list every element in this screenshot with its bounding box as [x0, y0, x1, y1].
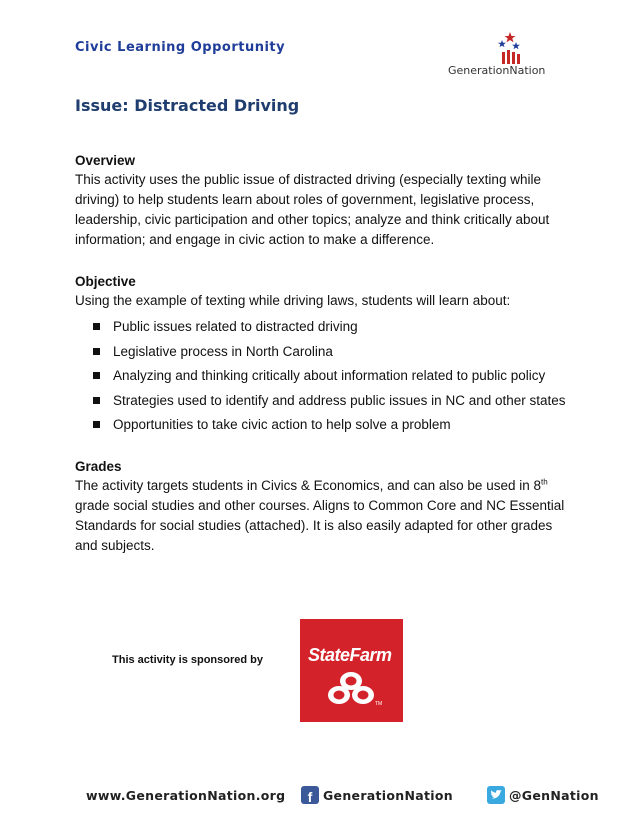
footer-website[interactable] [86, 782, 285, 808]
issue-title: Issue: Distracted Driving [75, 96, 300, 115]
sponsor-text: This activity is sponsored by [112, 654, 263, 666]
list-item [75, 413, 575, 438]
ordinal-suffix: th [540, 477, 548, 487]
grades-line [75, 476, 575, 496]
grades-heading: Grades [75, 459, 122, 474]
objective-list [75, 315, 575, 438]
grades-line: and subjects. [75, 538, 155, 553]
list-item-text: Legislative process in North Carolina [113, 343, 333, 359]
list-item-text: Analyzing and thinking critically about information related to public policy [113, 368, 546, 383]
list-item-text: Strategies used to identify and address public issues in NC and other states [113, 392, 566, 408]
list-item [75, 389, 575, 414]
objective-intro: Using the example of texting while driving laws, students will learn about: [75, 293, 511, 308]
facebook-link[interactable]: GenerationNation [323, 787, 453, 803]
square-bullet-icon [93, 397, 100, 404]
grades-line-text: The activity targets students in Civics & Economics, and can also be used in 8 [75, 478, 541, 493]
twitter-link[interactable]: @GenNation [509, 787, 599, 803]
website-link[interactable]: www.GenerationNation.org [86, 787, 286, 803]
list-item [75, 340, 575, 365]
grades-line: grade social studies and other courses. Aligns to Common Core and NC Essential [75, 498, 565, 513]
statefarm-logo [300, 619, 403, 722]
overview-line: leadership, civic participation and other topics; analyze and think critically about [75, 212, 550, 227]
three-ovals-icon [327, 671, 383, 707]
grades-section [75, 458, 575, 556]
generationnation-logo [444, 30, 554, 80]
statefarm-wordmark: StateFarm [308, 645, 392, 665]
objective-section [75, 273, 575, 438]
list-item [75, 364, 575, 389]
square-bullet-icon [93, 421, 100, 428]
square-bullet-icon [93, 323, 100, 330]
overview-line: This activity uses the public issue of distracted driving (especially texting while [75, 172, 541, 187]
trademark-mark: TM [375, 701, 383, 707]
list-item-text: Opportunities to take civic action to help solve a problem [113, 417, 451, 432]
square-bullet-icon [93, 372, 100, 379]
logo-text: GenerationNation [448, 64, 546, 77]
list-item-text: Public issues related to distracted driving [113, 319, 358, 334]
footer-twitter[interactable] [487, 782, 599, 808]
list-item [75, 315, 575, 340]
twitter-icon [487, 786, 505, 804]
header-title: Civic Learning Opportunity [75, 40, 286, 55]
stars-people-icon [444, 30, 554, 66]
grades-line: Standards for social studies (attached). It is also easily adapted for other grades [75, 518, 553, 533]
overview-heading: Overview [75, 153, 136, 168]
square-bullet-icon [93, 348, 100, 355]
footer-facebook[interactable] [301, 782, 453, 808]
objective-heading: Objective [75, 274, 136, 289]
facebook-icon: f [301, 786, 319, 804]
overview-line: information; and engage in civic action to make a difference. [75, 232, 435, 247]
overview-line: driving) to help students learn about roles of government, legislative process, [75, 192, 535, 207]
overview-section [75, 152, 575, 250]
